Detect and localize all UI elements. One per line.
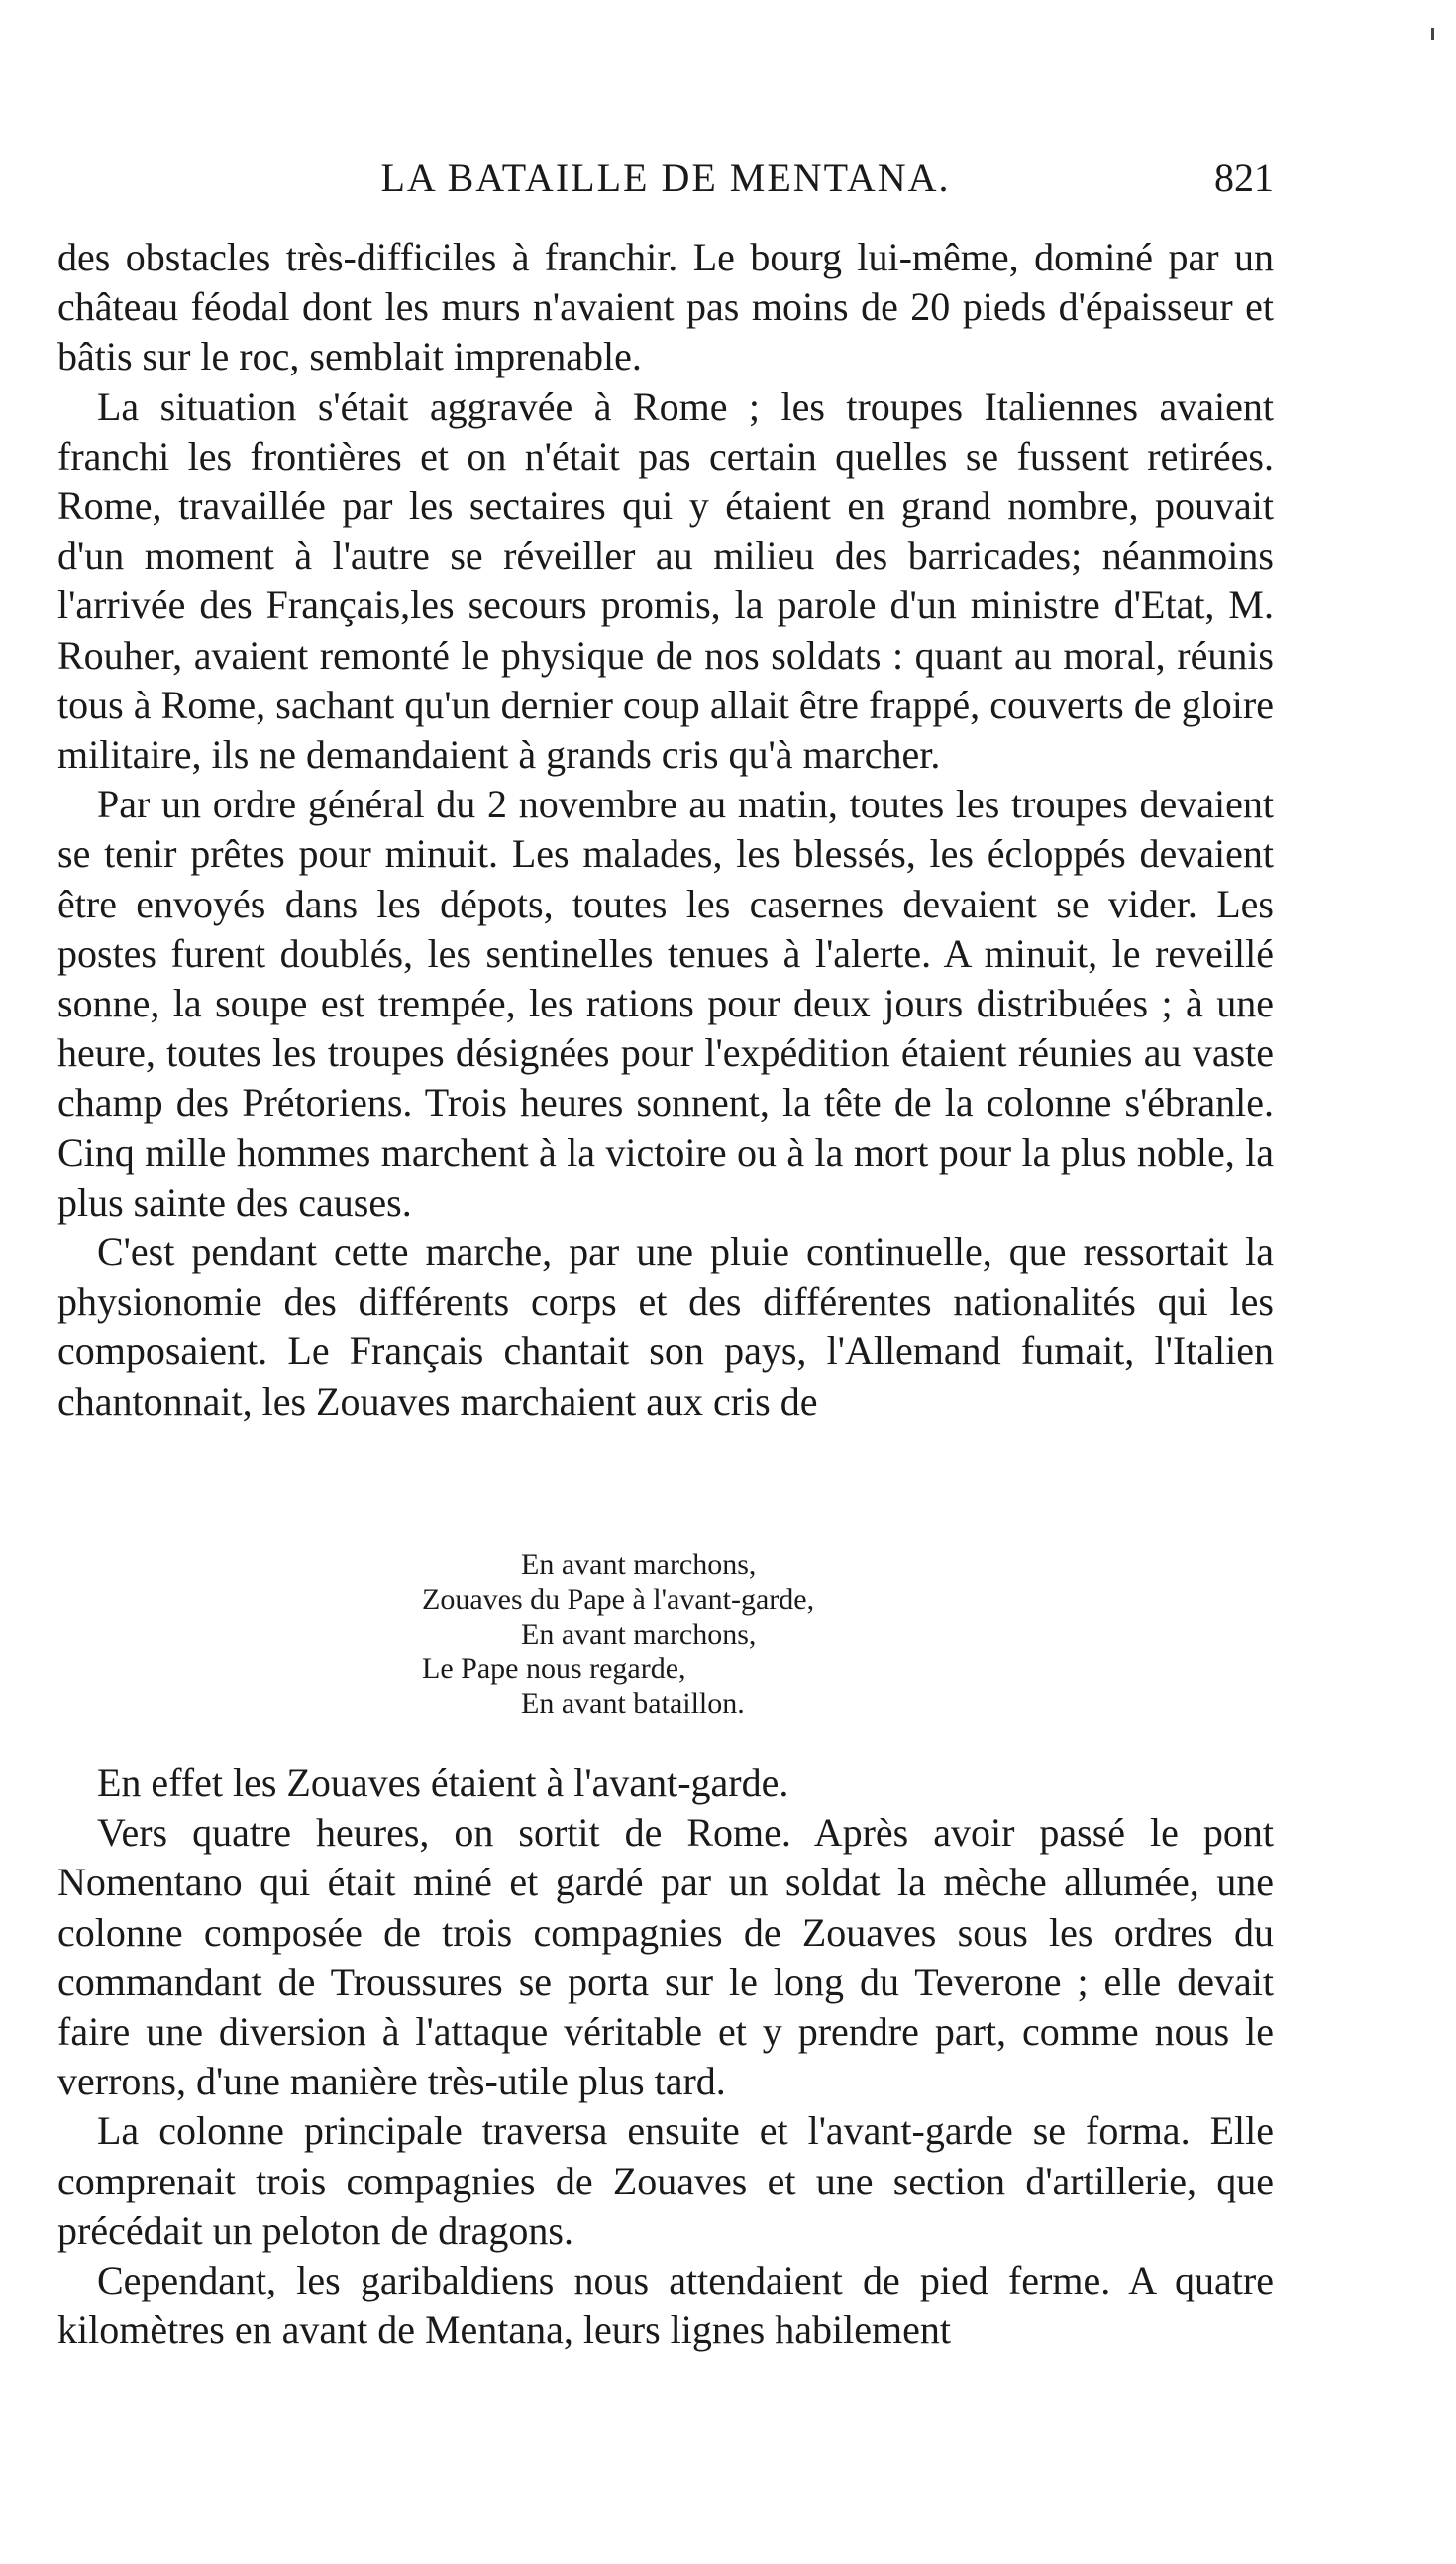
paragraph: Vers quatre heures, on sortit de Rome. Après avoir passé le pont Nomentano qui était miné et gardé par un soldat la mèche allumée, une colonne composée de trois compagnies de Zouaves sous les ordres du commandant de Troussures se porta sur le long du Teverone ; elle devait faire une diversion à l'attaque véritable et y prendre part, comme nous le verrons, d'une manière très-utile plus tard. (57, 1810, 1274, 2104)
running-header (57, 149, 1274, 208)
scan-mark (1431, 28, 1434, 40)
paragraph: La situation s'était aggravée à Rome ; les troupes Italiennes avaient franchi les frontières et on n'était pas certain quelles se fussent retirées. Rome, travaillée par les sectaires qui y étaient en grand nombre, pouvait d'un moment à l'autre se réveiller au milieu des barricades; néanmoins l'arrivée des Français,les secours promis, la parole d'un ministre d'Etat, M. Rouher, avaient remonté le physique de nos soldats : quant au moral, réunis tous à Rome, sachant qu'un dernier coup allait être frappé, couverts de gloire militaire, ils ne demandaient à grands cris qu'à marcher. (57, 383, 1274, 778)
text-block-before-verse (57, 233, 1274, 1427)
paragraph: La colonne principale traversa ensuite et l'avant-garde se forma. Elle comprenait trois compagnies de Zouaves et une section d'artillerie, que précédait un peloton de dragons. (57, 2108, 1274, 2253)
paragraph: En effet les Zouaves étaient à l'avant-garde. (97, 1761, 789, 1805)
verse-line: En avant marchons, (521, 1549, 757, 1581)
song-verse (422, 1548, 1115, 1721)
paragraph: Par un ordre général du 2 novembre au matin, toutes les troupes devaient se tenir prêtes pour minuit. Les malades, les blessés, les écloppés devaient être envoyés dans les dépots, toutes les casernes devaient se vider. Les postes furent doublés, les sentinelles tenues à l'alerte. A minuit, le reveillé sonne, la soupe est trempée, les rations pour deux jours distribuées ; à une heure, toutes les troupes désignées pour l'expédition étaient réunies au vaste champ des Prétoriens. Trois heures sonnent, la tête de la colonne s'ébranle. Cinq mille hommes marchent à la victoire ou à la mort pour la plus noble, la plus sainte des causes. (57, 782, 1274, 1225)
paragraph-continued: des obstacles très-difficiles à franchir. Le bourg lui-même, dominé par un château féodal dont les murs n'avaient pas moins de 20 pieds d'épaisseur et bâtis sur le roc, semblait imprenable. (57, 235, 1274, 379)
verse-line: En avant marchons, (521, 1618, 757, 1651)
verse-line: Le Pape nous regarde, (422, 1653, 686, 1685)
running-title: LA BATAILLE DE MENTANA. (380, 156, 951, 200)
verse-line: En avant bataillon. (521, 1687, 745, 1720)
text-block-after-verse (57, 1759, 1274, 2355)
verse-line: Zouaves du Pape à l'avant-garde, (422, 1583, 815, 1616)
paragraph: C'est pendant cette marche, par une pluie continuelle, que ressortait la physionomie des différents corps et des différentes nationalités qui les composaient. Le Français chantait son pays, l'Allemand fumait, l'Italien chantonnait, les Zouaves marchaient aux cris de (57, 1229, 1274, 1424)
page-number: 821 (1214, 156, 1274, 200)
paragraph: Cependant, les garibaldiens nous attendaient de pied ferme. A quatre kilomètres en avant de Mentana, leurs lignes habilement (57, 2258, 1274, 2353)
